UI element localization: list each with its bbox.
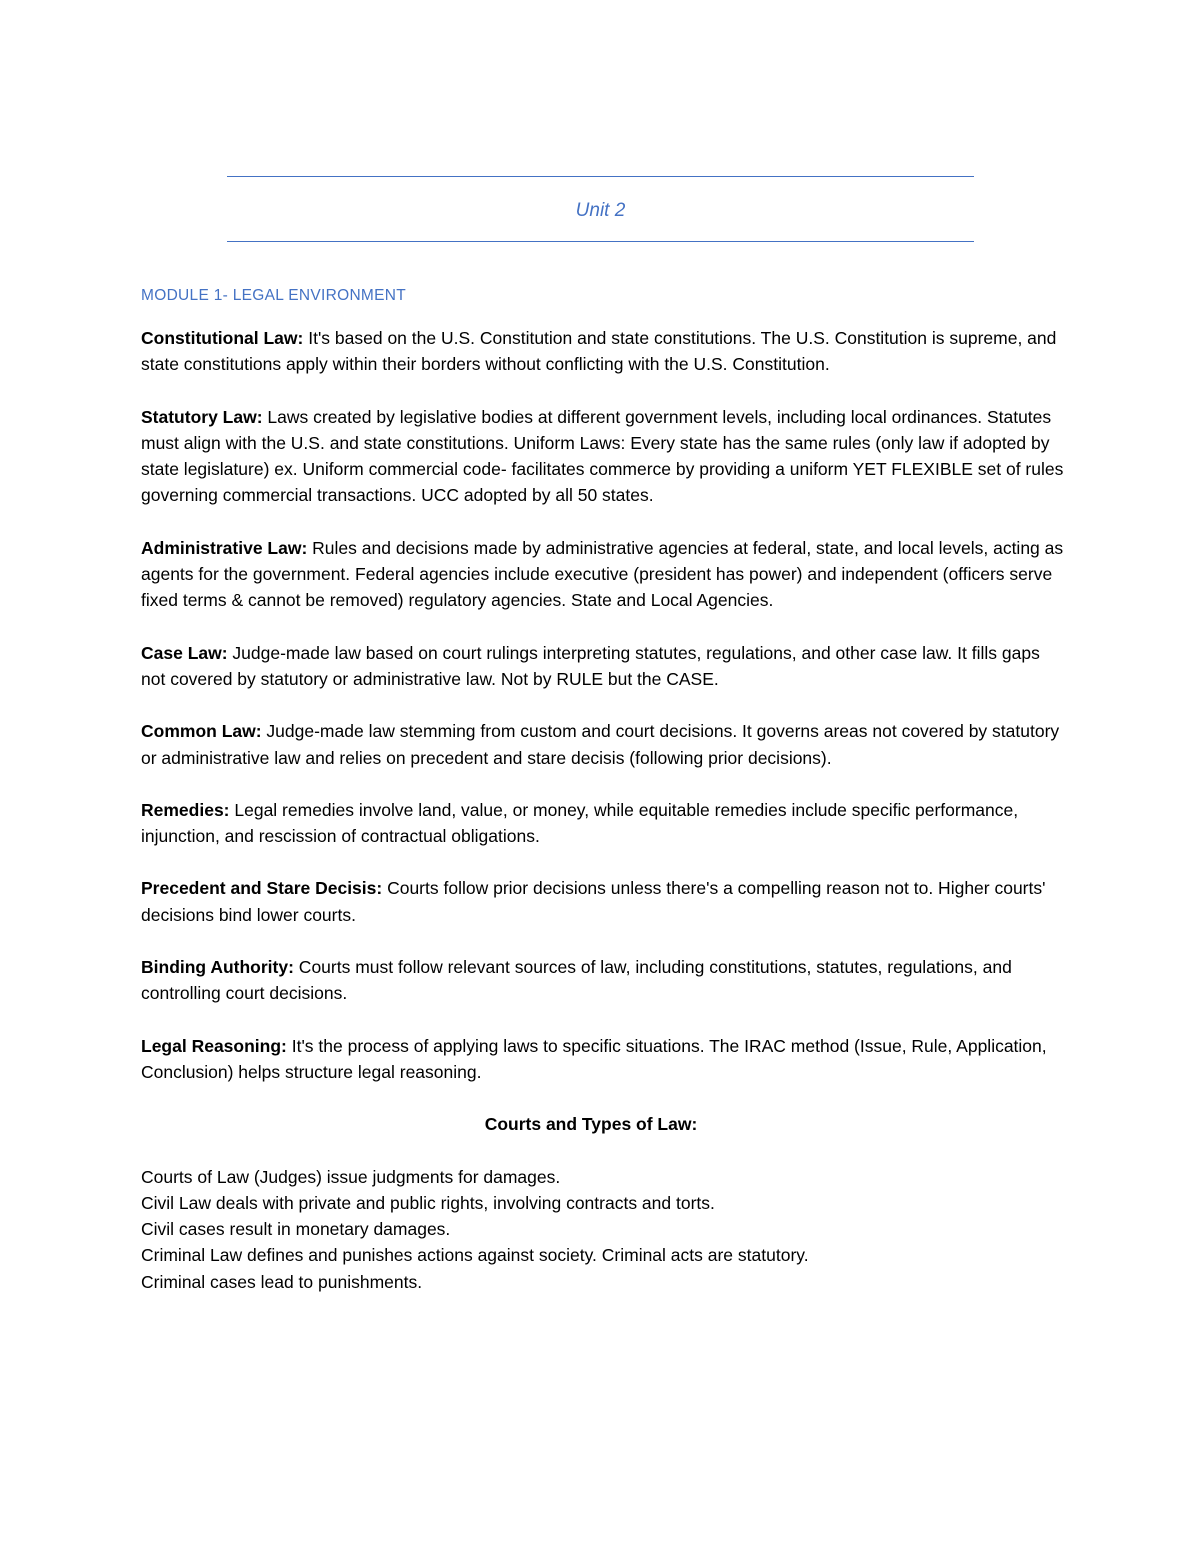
- entry-constitutional-law: [141, 325, 1066, 378]
- entry-term: Remedies:: [141, 799, 230, 820]
- entry-text: Rules and decisions made by administrative agencies at federal, state, and local levels, acting as agents for the government. Federal agencies include executive (president has power) and independent (officers serve fixed terms & cannot be removed) regulatory agencies. State and Local Agencies.: [141, 537, 1064, 611]
- entry-term: Case Law:: [141, 642, 228, 663]
- entry-term: Precedent and Stare Decisis:: [141, 878, 383, 899]
- title-block: [227, 176, 974, 244]
- entry-text: It's based on the U.S. Constitution and state constitutions. The U.S. Constitution is supreme, and state constitutions apply within their borders without conflicting with the U.S. Constitution.: [141, 328, 1057, 375]
- entry-precedent-stare-decisis: [141, 875, 1066, 928]
- entry-binding-authority: [141, 954, 1066, 1007]
- entry-statutory-law: [141, 404, 1066, 509]
- entry-legal-reasoning: [141, 1033, 1066, 1086]
- courts-section-heading: Courts and Types of Law:: [484, 1114, 698, 1135]
- courts-line: Civil Law deals with private and public rights, involving contracts and torts.: [141, 1192, 715, 1213]
- document-body: [141, 284, 1066, 1295]
- entry-text: It's the process of applying laws to specific situations. The IRAC method (Issue, Rule, Application, Conclusion) helps structure legal reasoning.: [141, 1035, 1047, 1082]
- entry-text: Legal remedies involve land, value, or money, while equitable remedies include specific performance, injunction, and rescission of contractual obligations.: [141, 799, 1019, 847]
- entry-text: Courts must follow relevant sources of law, including constitutions, statutes, regulations, and controlling court decisions.: [141, 957, 1012, 1004]
- courts-line: Criminal Law defines and punishes actions against society. Criminal acts are statutory.: [141, 1245, 809, 1266]
- entry-term: Common Law:: [141, 721, 262, 742]
- courts-section-list: [141, 1164, 1066, 1295]
- entry-text: Laws created by legislative bodies at different government levels, including local ordinances. Statutes must align with the U.S. and state constitutions. Uniform Laws: Every state has the same rules (only law if adopted by state legislature) ex. Uniform commercial code- facilitates commerce by providing a uniform YET FLEXIBLE set of rules governing commercial transactions. UCC adopted by all 50 states.: [141, 406, 1064, 506]
- entry-term: Constitutional Law:: [141, 328, 304, 348]
- courts-line: Criminal cases lead to punishments.: [141, 1271, 423, 1292]
- entry-administrative-law: [141, 535, 1066, 614]
- entry-term: Legal Reasoning:: [141, 1035, 287, 1056]
- entry-term: Binding Authority:: [141, 957, 294, 978]
- entry-term: Statutory Law:: [141, 406, 263, 427]
- courts-line: Courts of Law (Judges) issue judgments for damages.: [141, 1166, 561, 1187]
- title-rule-top: [227, 176, 974, 177]
- document-title: Unit 2: [575, 200, 626, 221]
- entry-text: Judge-made law stemming from custom and court decisions. It governs areas not covered by statutory or administrative law and relies on precedent and stare decisis (following prior decisions).: [141, 721, 1060, 768]
- courts-line: Civil cases result in monetary damages.: [141, 1219, 451, 1240]
- title-rule-bottom: [227, 241, 974, 242]
- entry-case-law: [141, 640, 1066, 693]
- entry-common-law: [141, 718, 1066, 771]
- module-heading: MODULE 1- LEGAL ENVIRONMENT: [141, 287, 407, 304]
- entry-text: Judge-made law based on court rulings interpreting statutes, regulations, and other case law. It fills gaps not covered by statutory or administrative law. Not by RULE but the CASE.: [141, 642, 1040, 689]
- entry-text: Courts follow prior decisions unless there's a compelling reason not to. Higher courts' decisions bind lower courts.: [141, 878, 1046, 925]
- entry-term: Administrative Law:: [141, 537, 308, 558]
- entry-remedies: [141, 797, 1066, 850]
